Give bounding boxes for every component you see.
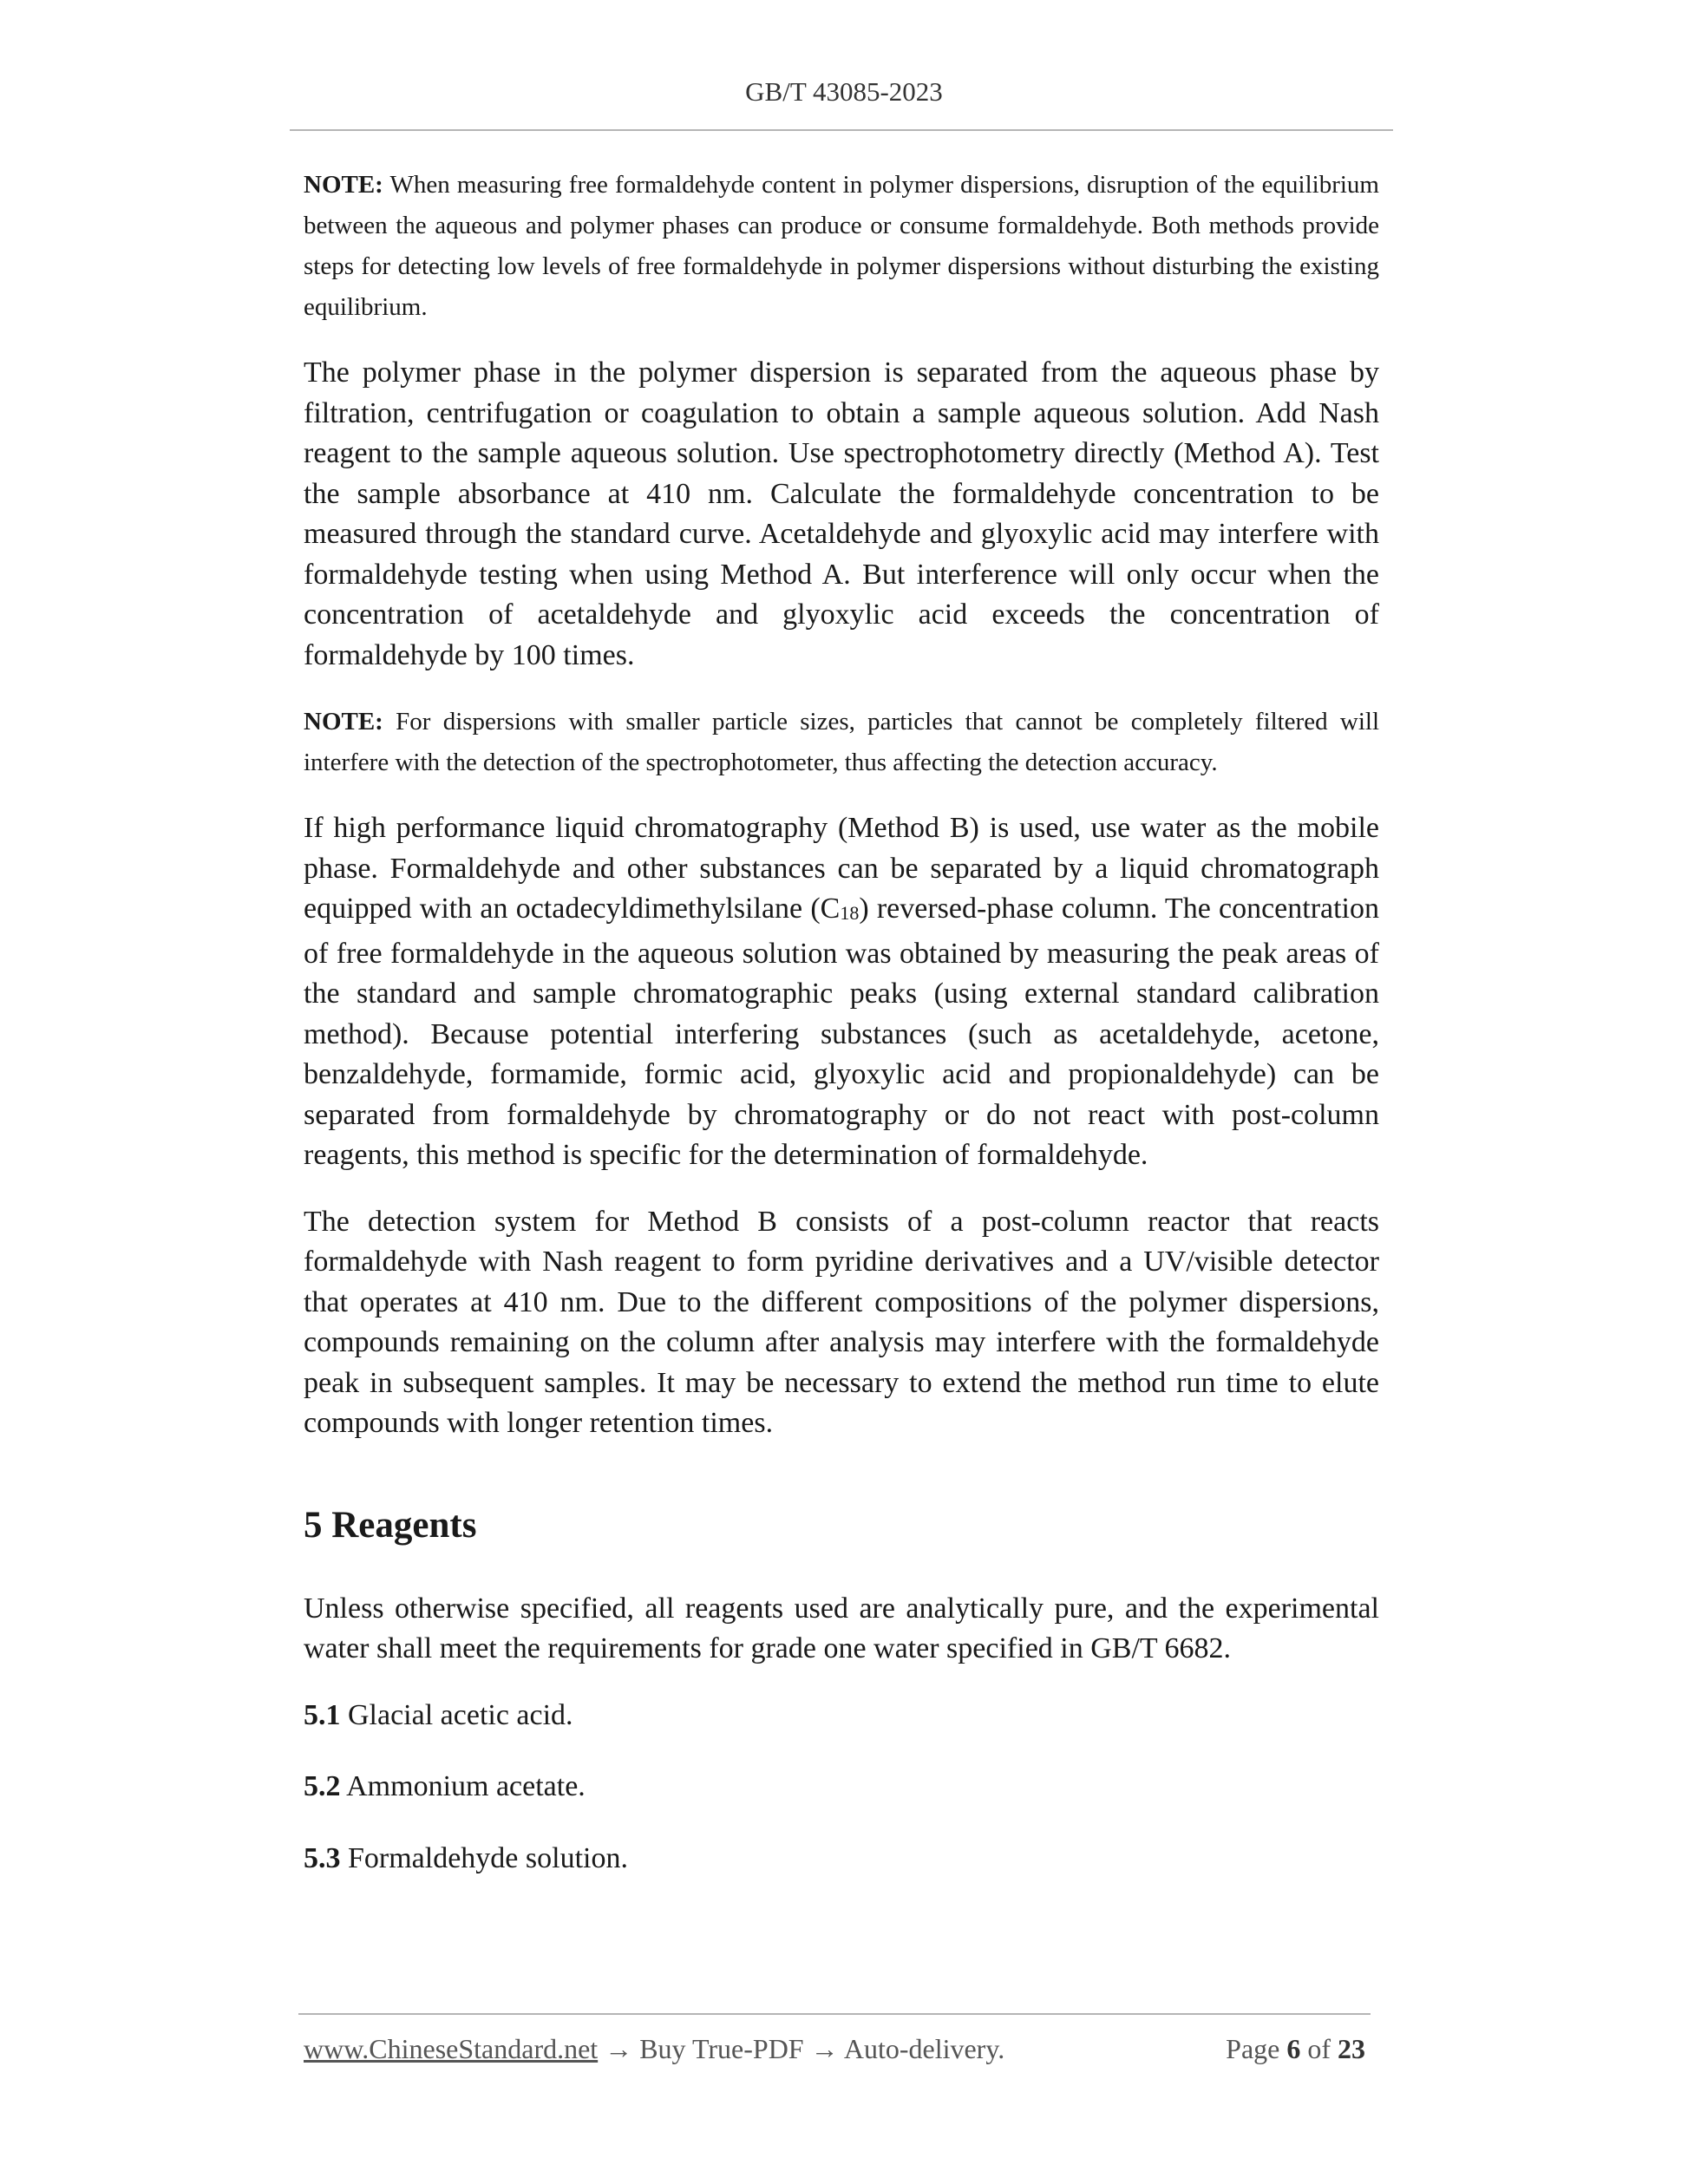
footer-divider: [298, 2013, 1371, 2015]
text-run: If high performance liquid chromatography (Method B) is used, use water as the mobile phase. Formaldehyde and other substances can be separated by a liquid chromatograph equipped with an octadecyldimethylsilane (C: [304, 812, 1379, 925]
page-number: 6: [1286, 2033, 1301, 2064]
subscript: 18: [840, 902, 860, 924]
paragraph-method-b: [304, 808, 1379, 1176]
page-content: [304, 165, 1379, 1910]
item-number: 5.1: [304, 1698, 341, 1731]
page-total: 23: [1338, 2033, 1365, 2064]
note-label: NOTE:: [304, 171, 383, 199]
paragraph-detection-system: The detection system for Method B consists of a post-column reactor that reacts formaldehyde with Nash reagent to form pyridine derivatives and a UV/visible detector that operates at 410 nm. Due to the different compositions of the polymer dispersions, compounds remaining on the column after analysis may interfere with the formaldehyde peak in subsequent samples. It may be necessary to extend the method run time to elute compounds with longer retention times.: [304, 1205, 1379, 1439]
reagent-item: [304, 1696, 1379, 1736]
reagents-intro: Unless otherwise specified, all reagents used are analytically pure, and the experimental water shall meet the requirements for grade one water specified in GB/T 6682.: [304, 1592, 1379, 1664]
header-divider: [290, 129, 1393, 131]
paragraph-method-a: The polymer phase in the polymer dispersion is separated from the aqueous phase by filtration, centrifugation or coagulation to obtain a sample aqueous solution. Add Nash reagent to the sample aqueous solution. Use spectrophotometry directly (Method A). Test the sample absorbance at 410 nm. Calculate the formaldehyde concentration to be measured through the standard curve. Acetaldehyde and glyoxylic acid may interfere with formaldehyde testing when using Method A. But interference will only occur when the concentration of acetaldehyde and glyoxylic acid exceeds the concentration of formaldehyde by 100 times.: [304, 356, 1379, 671]
note-2: [304, 702, 1379, 783]
page-indicator: [1226, 2033, 1365, 2065]
of-label: of: [1300, 2033, 1338, 2064]
reagent-item: [304, 1839, 1379, 1880]
text-run: ) reversed-phase column. The concentration of free formaldehyde in the aqueous solution was obtained by measuring the peak areas of the standard and sample chromatographic peaks (using external standard calibration method). Because potential interfering substances (such as acetaldehyde, acetone, benzaldehyde, formamide, formic acid, glyoxylic acid and propionaldehyde) can be separated from formaldehyde by chromatography or do not react with post-column reagents, this method is specific for the determination of formaldehyde.: [304, 893, 1379, 1171]
item-number: 5.3: [304, 1841, 341, 1874]
note-text: When measuring free formaldehyde content in polymer dispersions, disruption of the equilibrium between the aqueous and polymer phases can produce or consume formaldehyde. Both methods provide steps for detecting low levels of free formaldehyde in polymer dispersions without disturbing the existing equilibrium.: [304, 171, 1379, 321]
note-text: For dispersions with smaller particle sizes, particles that cannot be completely filtered will interfere with the detection of the spectrophotometer, thus affecting the detection accuracy.: [304, 708, 1379, 776]
item-text: Ammonium acetate.: [340, 1770, 586, 1802]
note-label: NOTE:: [304, 708, 383, 736]
item-text: Formaldehyde solution.: [340, 1841, 628, 1874]
page-header-title: GB/T 43085-2023: [745, 76, 943, 107]
promo-text: → Buy True-PDF → Auto-delivery.: [598, 2033, 1005, 2064]
section-heading-reagents: 5 Reagents: [304, 1504, 477, 1546]
item-text: Glacial acetic acid.: [340, 1698, 573, 1731]
site-link[interactable]: www.ChineseStandard.net: [304, 2033, 599, 2064]
reagent-item: [304, 1767, 1379, 1808]
footer-promo: [304, 2033, 1004, 2065]
page-label: Page: [1226, 2033, 1287, 2064]
note-1: [304, 165, 1379, 328]
item-number: 5.2: [304, 1770, 341, 1802]
